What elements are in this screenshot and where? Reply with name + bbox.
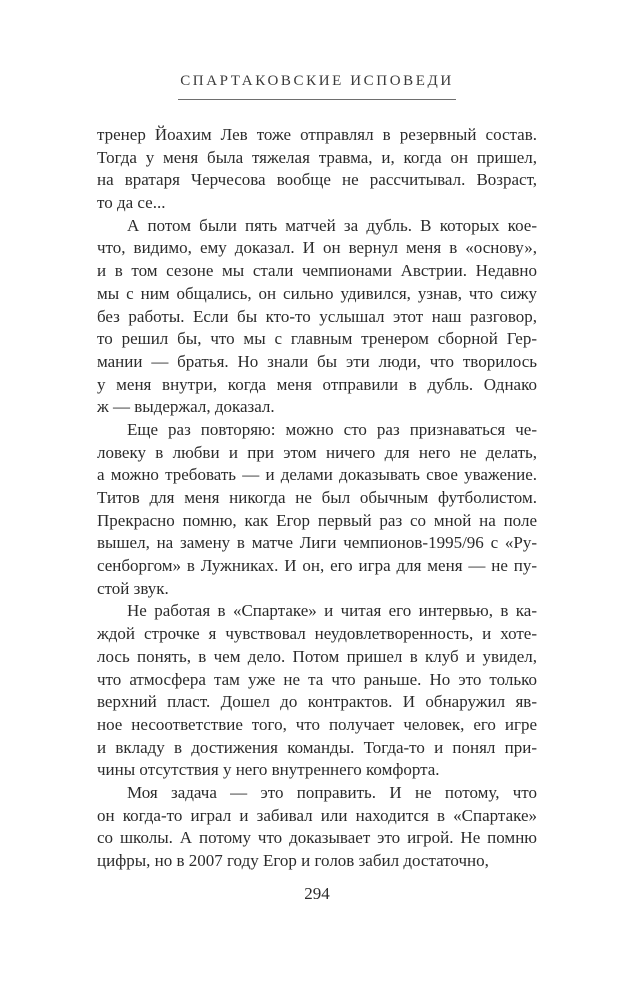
- text-line: мании — братья. Но знали бы эти люди, что творилось: [97, 351, 537, 371]
- text-line: тренер Йоахим Лев тоже отправлял в резервный состав.: [97, 125, 537, 144]
- running-header: [97, 72, 537, 100]
- text-line: сенборгом» в Лужниках. И он, его игра для меня — не пу-: [97, 556, 537, 576]
- text-line: А потом были пять матчей за дубль. В которых кое-: [127, 215, 537, 235]
- text-line: Еще раз повторяю: можно сто раз признаваться че-: [127, 419, 537, 439]
- text-line: и вкладу в достижения команды. Тогда-то и понял при-: [97, 737, 537, 757]
- text-line: ное несоответствие того, что получает человек, его игре: [97, 714, 537, 734]
- book-title: СПАРТАКОВСКИЕ ИСПОВЕДИ: [180, 73, 454, 89]
- text-line: лось понять, в чем дело. Потом пришел в клуб и увидел,: [97, 646, 537, 666]
- text-line: Не работая в «Спартаке» и читая его интервью, в ка-: [127, 601, 537, 621]
- text-line: чины отсутствия у него внутреннего комфорта.: [97, 760, 440, 780]
- text-line: цифры, но в 2007 году Егор и голов забил достаточно,: [97, 851, 489, 870]
- text-line: ловеку в любви и при этом ничего для него не делать,: [97, 442, 537, 462]
- text-line: со школы. А потому что доказывает это игрой. Не помню: [97, 828, 537, 848]
- text-line: то решил бы, что мы с главным тренером сборной Гер-: [97, 329, 537, 349]
- text-line: он когда-то играл и забивал или находится в «Спартаке»: [97, 805, 537, 825]
- text-line: верхний пласт. Дошел до контрактов. И обнаружил яв-: [97, 692, 537, 712]
- text-line: а можно требовать — и делами доказывать свое уважение.: [97, 465, 537, 485]
- text-line: мы с ним общались, он сильно удивился, узнав, что сижу: [97, 283, 537, 303]
- page-footer: [97, 884, 537, 904]
- text-line: Титов для меня никогда не был обычным футболистом.: [97, 488, 537, 507]
- text-line: на вратаря Черчесова вообще не рассчитывал. Возраст,: [97, 170, 537, 190]
- text-line: Тогда у меня была тяжелая травма, и, когда он пришел,: [97, 147, 537, 167]
- text-line: что атмосфера там уже не та что раньше. Но это только: [97, 669, 537, 689]
- text-line: у меня внутри, когда меня отправили в дубль. Однако: [97, 374, 537, 394]
- text-line: без работы. Если бы кто-то услышал этот наш разговор,: [97, 306, 537, 326]
- text-line: ждой строчке я чувствовал неудовлетворенность, и хоте-: [97, 624, 537, 644]
- text-line: вышел, на замену в матче Лиги чемпионов-1995/96 с «Ру-: [97, 533, 537, 553]
- text-line: стой звук.: [97, 578, 169, 598]
- running-header-rule: [178, 72, 456, 100]
- text-line: Моя задача — это поправить. И не потому, что: [127, 782, 537, 802]
- text-line: то да се...: [97, 193, 166, 213]
- text-line: Прекрасно помню, как Егор первый раз со мной на поле: [97, 510, 537, 530]
- text-line: ж — выдержал, доказал.: [97, 397, 275, 417]
- text-line: что, видимо, ему доказал. И он вернул меня в «основу»,: [97, 238, 537, 258]
- text-line: и в том сезоне мы стали чемпионами Австрии. Недавно: [97, 261, 537, 281]
- page-number: 294: [304, 884, 330, 903]
- text-block: [97, 124, 537, 873]
